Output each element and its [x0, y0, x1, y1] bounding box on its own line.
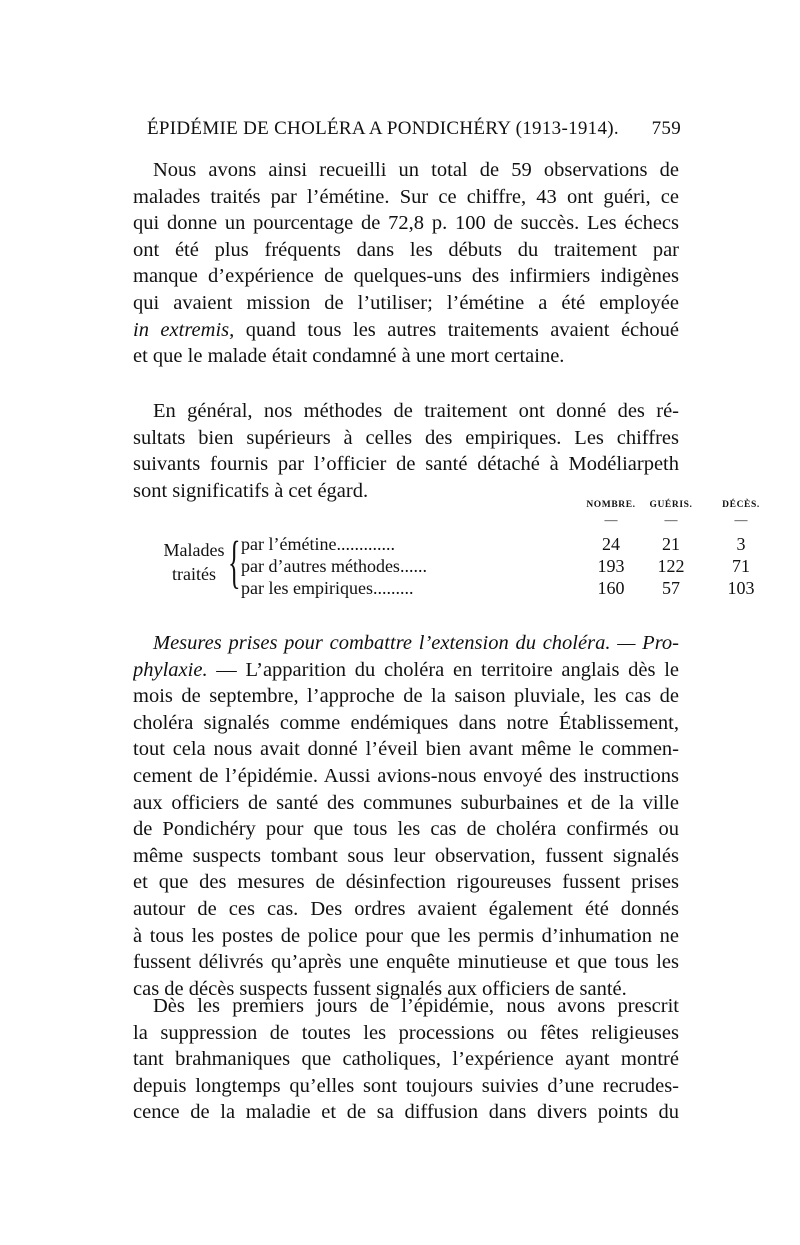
row-label: par l’émétine.............	[241, 534, 395, 554]
text-line: choléra signalés comme endémiques dans notre Établissement,	[133, 711, 679, 734]
column-rule: —	[604, 512, 618, 527]
text-line	[133, 630, 679, 657]
text-run: quand tous les autres traitements avaient échoué	[234, 318, 679, 341]
text-line: à tous les postes de police pour que les permis d’inhumation ne	[133, 924, 679, 947]
text-line: cement de l’épidémie. Aussi avions-nous envoyé des instructions	[133, 764, 679, 787]
column-header-nombre: NOMBRE.	[586, 500, 636, 510]
text-line: sultats bien supérieurs à celles des empiriques. Les chiffres	[133, 426, 679, 449]
cell-deces: 103	[727, 578, 755, 598]
text-line: ont été plus fréquents dans les débuts du traitement par	[133, 238, 679, 261]
running-head	[133, 118, 681, 144]
text-line: de Pondichéry pour que tous les cas de choléra confirmés ou	[133, 818, 679, 841]
cell-deces: 3	[736, 534, 746, 554]
cell-deces: 71	[732, 556, 750, 576]
cell-gueris: 122	[657, 556, 685, 576]
paragraph-general-results	[133, 398, 679, 504]
text-line	[133, 317, 679, 344]
results-table	[133, 500, 760, 610]
text-line: tant brahmaniques que catholiques, l’expérience ayant montré	[133, 1048, 679, 1071]
table-row	[241, 534, 746, 556]
text-line: malades traités par l’émétine. Sur ce chiffre, 43 ont guéri, ce	[133, 185, 679, 208]
row-label: par les empiriques.........	[241, 578, 414, 598]
cell-nombre: 193	[597, 556, 625, 576]
row-group-label-line: traités	[172, 564, 216, 584]
brace-icon: {	[228, 529, 241, 594]
text-line: sont significatifs à cet égard.	[133, 479, 369, 502]
paragraph-prophylaxis	[133, 630, 679, 1002]
cell-nombre: 160	[597, 578, 625, 598]
text-line: tout cela nous avait donné l’éveil bien avant même le commen-	[133, 738, 679, 761]
text-line: qui avaient mission de l’utiliser; l’émétine a été employée	[133, 291, 679, 314]
text-line: manque d’expérience de quelques-uns des infirmiers indigènes	[133, 265, 679, 288]
text-line: et que des mesures de désinfection rigoureuses fussent prises	[133, 871, 679, 894]
text-line: fussent délivrés qu’après une enquête minutieuse et que tous les	[133, 951, 679, 974]
cell-nombre: 24	[602, 534, 620, 554]
italic-phrase: phylaxie.	[133, 658, 208, 681]
text-line: cas de décès suspects fussent signalés aux officiers de santé.	[133, 977, 627, 1000]
italic-phrase: in extremis,	[133, 318, 235, 341]
paragraph-processions	[133, 993, 679, 1126]
cell-gueris: 21	[662, 534, 680, 554]
row-group-label-line: Malades	[163, 540, 225, 560]
paragraph-emetine-results	[133, 157, 679, 370]
section-heading-italic: Mesures prises pour combattre l’extension du choléra. — Pro-	[153, 632, 679, 654]
text-line: même suspects tombant sous leur observation, fussent signalés	[133, 844, 679, 867]
text-line: cence de la maladie et de sa diffusion dans divers points du	[133, 1101, 679, 1124]
text-line: qui donne un pourcentage de 72,8 p. 100 de succès. Les échecs	[133, 212, 679, 235]
text-line: Dès les premiers jours de l’épidémie, nous avons prescrit	[153, 995, 679, 1017]
text-line: mois de septembre, l’approche de la saison pluviale, les cas de	[133, 685, 679, 708]
page-number: 759	[651, 118, 681, 139]
text-line	[133, 657, 679, 684]
column-rule: —	[734, 512, 748, 527]
text-line: et que le malade était condamné à une mort certaine.	[133, 345, 565, 368]
text-line: Nous avons ainsi recueilli un total de 59 observations de	[153, 159, 679, 181]
column-header-gueris: GUÉRIS.	[649, 500, 693, 510]
text-run: — L’apparition du choléra en territoire anglais dès le	[207, 658, 679, 681]
text-line: autour de ces cas. Des ordres avaient également été donnés	[133, 897, 679, 920]
text-line: En général, nos méthodes de traitement ont donné des ré-	[153, 400, 679, 422]
running-title: ÉPIDÉMIE DE CHOLÉRA A PONDICHÉRY (1913-1914).	[147, 118, 619, 139]
row-label: par d’autres méthodes......	[241, 556, 427, 576]
column-rule: —	[664, 512, 678, 527]
text-line: aux officiers de santé des communes suburbaines et de la ville	[133, 791, 679, 814]
row-group-label	[159, 538, 229, 586]
text-line: depuis longtemps qu’elles sont toujours suivies d’une recrudes-	[133, 1074, 679, 1097]
cell-gueris: 57	[662, 578, 680, 598]
column-header-deces: DÉCÈS.	[722, 500, 760, 510]
table-row	[241, 578, 755, 600]
text-line: la suppression de toutes les processions ou fêtes religieuses	[133, 1021, 679, 1044]
text-line: suivants fournis par l’officier de santé détaché à Modéliarpeth	[133, 453, 679, 476]
table-row	[241, 556, 750, 578]
